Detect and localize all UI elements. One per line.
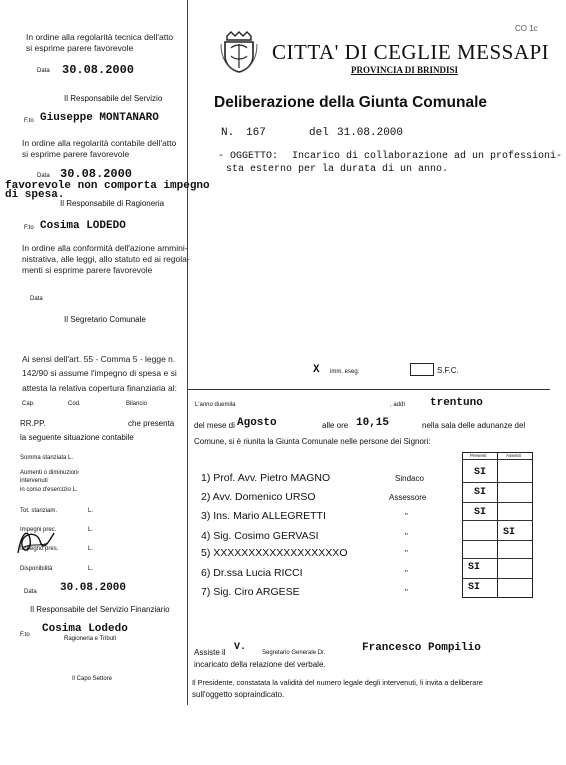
tech-text-1: In ordine alla regolarità tecnica dell'atto bbox=[26, 32, 174, 42]
tech-signer: Giuseppe MONTANARO bbox=[40, 112, 159, 124]
meeting-day: trentuno bbox=[430, 397, 483, 409]
acc-date: 30.08.2000 bbox=[60, 167, 133, 181]
member-role: " bbox=[405, 569, 408, 578]
sfc-label: S.F.C. bbox=[437, 366, 459, 375]
member-role: Sindaco bbox=[395, 474, 424, 483]
member-name: 5) XXXXXXXXXXXXXXXXXXO bbox=[201, 547, 348, 559]
ore-label: alle ore bbox=[322, 421, 349, 430]
acc-date-label: Data bbox=[37, 173, 50, 179]
corner-code: CO 1c bbox=[515, 24, 538, 33]
row-divider bbox=[462, 502, 533, 503]
meeting-time: 10,15 bbox=[356, 417, 390, 429]
number-label: N. bbox=[221, 127, 235, 139]
segretario-label: Segretario Generale Dr. bbox=[262, 650, 326, 656]
tech-sig-prefix: F.to bbox=[24, 118, 34, 124]
rrpp-label: RR.PP. bbox=[20, 419, 46, 428]
imp-prec-l: L. bbox=[88, 527, 94, 533]
situazione-label: la seguente situazione contabile bbox=[20, 433, 134, 442]
deliberation-number: 167 bbox=[246, 127, 266, 139]
member-name: 7) Sig. Ciro ARGESE bbox=[201, 586, 300, 598]
fin-date: 30.08.2000 bbox=[60, 582, 127, 594]
acc-signer: Cosima LODEDO bbox=[40, 220, 126, 232]
fin-role: Il Responsabile del Servizio Finanziario bbox=[30, 605, 170, 614]
date-label: del bbox=[309, 127, 329, 139]
art-text-2: 142/90 si assume l'impegno di spesa e si bbox=[22, 368, 177, 378]
meeting-month: Agosto bbox=[237, 417, 277, 429]
member-present: SI bbox=[468, 582, 481, 593]
cap-label: Cap. bbox=[22, 401, 35, 407]
aumenti-label-1: Aumenti o diminuzioni bbox=[20, 470, 79, 476]
tech-date-label: Data bbox=[37, 68, 50, 74]
table-header-divider bbox=[462, 459, 533, 460]
handwritten-signature bbox=[14, 525, 58, 559]
imp-pres-label: Impegno pres. bbox=[20, 546, 59, 552]
member-role: Assessore bbox=[389, 493, 427, 502]
addi-label: , addì bbox=[390, 402, 406, 408]
stanziata-label: Somma stanziata L. bbox=[20, 455, 74, 461]
disponibilita-label: Disponibilità bbox=[20, 566, 53, 572]
conf-text-3: menti si esprime parere favorevole bbox=[22, 265, 153, 275]
fin-sig-prefix: F.to bbox=[20, 632, 30, 638]
closing-line-1: Il Presidente, constatata la validità del numero legale degli intervenuti, li invita a deliberare bbox=[192, 678, 483, 687]
conf-date-label: Data bbox=[30, 296, 43, 302]
aumenti-label-2: intervenuti bbox=[20, 478, 48, 484]
section-divider bbox=[188, 389, 550, 390]
row-divider bbox=[462, 482, 533, 483]
member-present: SI bbox=[474, 467, 487, 478]
row-divider bbox=[462, 558, 533, 559]
acc-text-1: In ordine alla regolarità contabile dell'atto bbox=[22, 138, 177, 148]
member-role: " bbox=[405, 588, 408, 597]
segretario-name: Francesco Pompilio bbox=[362, 642, 481, 654]
acc-text-2: si esprime parere favorevole bbox=[22, 149, 130, 159]
sala-label: nella sala delle adunanze del bbox=[422, 421, 526, 430]
page-title: Deliberazione della Giunta Comunale bbox=[214, 94, 488, 111]
subject-label: - OGGETTO: bbox=[218, 151, 279, 162]
acc-sig-prefix: F.to bbox=[24, 225, 34, 231]
imm-eseg-label: imm. eseg. bbox=[330, 369, 360, 375]
member-role: " bbox=[405, 512, 408, 521]
assiste-v: V. bbox=[234, 642, 247, 653]
member-present: SI bbox=[468, 562, 481, 573]
column-divider bbox=[187, 0, 188, 705]
tech-role: Il Responsabile del Servizio bbox=[64, 94, 163, 103]
row-divider bbox=[462, 520, 533, 521]
conf-text-1: In ordine alla conformità dell'azione ammini- bbox=[22, 243, 188, 253]
subject-line-1: Incarico di collaborazione ad un professioni- bbox=[292, 151, 563, 162]
member-name: 4) Sig. Cosimo GERVASI bbox=[201, 530, 319, 542]
conf-text-2: nistrativa, alle leggi, allo statuto ed ai regola- bbox=[22, 254, 190, 264]
city-name: CITTA' DI CEGLIE MESSAPI bbox=[272, 40, 550, 64]
member-absent: SI bbox=[503, 527, 516, 538]
anno-label: L'anno duemila bbox=[195, 402, 236, 408]
fin-sub: Ragioneria e Tributi bbox=[64, 636, 117, 642]
deliberation-date: 31.08.2000 bbox=[337, 127, 404, 139]
tech-text-2: si esprime parere favorevole bbox=[26, 43, 134, 53]
member-name: 6) Dr.ssa Lucia RICCI bbox=[201, 567, 303, 579]
row-divider bbox=[462, 540, 533, 541]
member-role: " bbox=[405, 532, 408, 541]
fin-date-label: Data bbox=[24, 589, 37, 595]
coat-of-arms-icon bbox=[219, 30, 259, 74]
acc-note-1: favorevole non comporta impegno bbox=[5, 180, 210, 192]
imp-prec-label: Impegni prec. bbox=[20, 527, 57, 533]
closing-line-2: sull'oggetto sopraindicato. bbox=[192, 690, 285, 699]
absent-column bbox=[497, 452, 533, 598]
row-divider bbox=[462, 578, 533, 579]
cod-label: Cod. bbox=[68, 401, 81, 407]
member-name: 1) Prof. Avv. Pietro MAGNO bbox=[201, 472, 331, 484]
capo-settore: Il Capo Settore bbox=[72, 676, 113, 682]
member-present: SI bbox=[474, 507, 487, 518]
assiste-label: Assiste il bbox=[194, 648, 226, 657]
acc-note-2: di spesa. bbox=[5, 189, 65, 201]
imm-eseg-mark: X bbox=[313, 364, 320, 376]
impegni-label: Tot. stanziam. bbox=[20, 508, 58, 514]
comune-line: Comune, si è riunita la Giunta Comunale nelle persone dei Signori: bbox=[194, 437, 431, 446]
member-present: SI bbox=[474, 487, 487, 498]
art-text-3: attesta la relativa copertura finanziaria al: bbox=[22, 383, 177, 393]
member-name: 3) Ins. Mario ALLEGRETTI bbox=[201, 510, 326, 522]
member-role: " bbox=[405, 549, 408, 558]
absent-header: Assenti bbox=[506, 453, 521, 458]
subject-line-2: sta esterno per la durata di un anno. bbox=[226, 164, 449, 175]
mese-label: del mese di bbox=[194, 421, 235, 430]
conf-role: Il Segretario Comunale bbox=[64, 315, 146, 324]
bil-label: Bilancio bbox=[126, 401, 148, 407]
province-name: PROVINCIA DI BRINDISI bbox=[351, 65, 459, 75]
member-name: 2) Avv. Domenico URSO bbox=[201, 491, 316, 503]
che-presenta: che presenta bbox=[128, 419, 175, 428]
imp-pres-l: L. bbox=[88, 546, 94, 552]
aumenti-label-3: in corso d'esercizio L. bbox=[20, 487, 78, 493]
tech-date: 30.08.2000 bbox=[62, 63, 135, 77]
sfc-checkbox bbox=[410, 363, 434, 376]
incaricato-line: incaricato della relazione del verbale. bbox=[194, 660, 326, 669]
disponibilita-l: L. bbox=[88, 566, 94, 572]
impegni-l: L. bbox=[88, 508, 94, 514]
fin-signer: Cosima Lodedo bbox=[42, 623, 128, 635]
acc-role: Il Responsabile di Ragioneria bbox=[60, 199, 165, 208]
present-header: Presenti bbox=[470, 453, 487, 458]
art-text-1: Ai sensi dell'art. 55 - Comma 5 - legge n. bbox=[22, 354, 176, 364]
